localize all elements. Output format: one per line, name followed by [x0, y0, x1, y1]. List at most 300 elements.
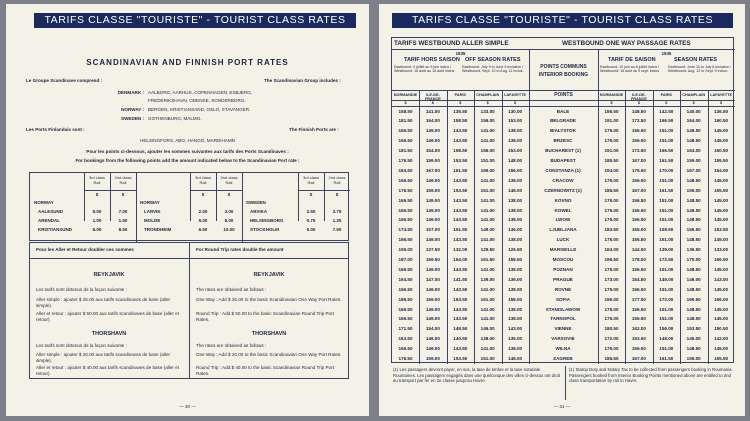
off-season-rate: 153.00: [508, 118, 523, 124]
off-season-rate: 138.00: [508, 138, 523, 144]
season-rate: 145.00: [714, 346, 729, 352]
off-season-rate: 141.00: [480, 197, 495, 203]
off-season-rate: 143.50: [453, 197, 468, 203]
off-season-rate: 149.00: [425, 286, 440, 292]
season-rate: 148.50: [631, 108, 646, 114]
city-name: CONSTANZA (1): [545, 167, 581, 173]
table-row: [392, 206, 735, 216]
off-dates-en: Eastbound: July 9 to June 9 inclusive / Westbound: Sept. 10 to Aug. 11 inclus.: [462, 65, 524, 74]
off-season-rate: 148.50: [453, 326, 468, 332]
off-season-rate: 146.00: [480, 326, 495, 332]
season-rate: 148.50: [686, 138, 701, 144]
season-dates-en: Eastbound: June 10 to July 8 inclusive / Westbound: Aug. 12 to Sept. 9 inclus.: [668, 65, 732, 74]
currency-season: $: [637, 101, 640, 105]
season-rate: 185.50: [604, 158, 619, 163]
season-rate: 140.00: [686, 108, 701, 114]
table-row: [392, 265, 735, 275]
off-season-rate: 143.50: [453, 128, 468, 134]
table-row: [392, 305, 735, 315]
reykjavik-intro-fr: Les tarifs sont obtenus de la façon suivante :: [36, 287, 127, 292]
season-rate: 156.00: [659, 326, 674, 332]
table-row: [392, 147, 735, 157]
points-label: POINTS: [554, 92, 573, 98]
off-season-rate: 166.50: [398, 316, 413, 322]
season-rate: 145.00: [714, 197, 729, 203]
off-season-rate: 149.00: [425, 306, 440, 312]
off-season-rate: 143.50: [453, 177, 468, 183]
points-fr: POINTS COMMUNS: [540, 64, 587, 70]
off-season-rate: 138.00: [508, 286, 523, 292]
off-season-rate: 135.00: [508, 336, 523, 342]
off-season-rate: 143.50: [453, 306, 468, 312]
reykjavik-round-trip-fr: Aller et retour : ajouter $ 50.00 aux tarifs scandinaves de base (aller et retour).: [36, 311, 179, 322]
season-rate: 151.00: [659, 316, 674, 322]
off-season-rate: 149.00: [425, 316, 440, 322]
off-season-rate: 149.00: [425, 177, 440, 183]
off-season-rate: 126.50: [508, 247, 523, 253]
group-country: NORWAY: [34, 200, 54, 205]
season-rate: 148.00: [659, 336, 674, 342]
city-name: BUCHAREST (1): [545, 148, 581, 154]
city-name: BIALYSTOK: [549, 128, 577, 134]
off-season-rate: 181.50: [398, 148, 413, 154]
city-name: TARNOPOL: [550, 316, 576, 322]
season-rate: 161.50: [659, 356, 674, 361]
season-rate: 156.50: [631, 217, 646, 223]
season-rate: 169.50: [686, 296, 701, 302]
season-rate: 142.00: [714, 336, 729, 342]
table-row: [392, 196, 735, 206]
season-rate: 144.50: [631, 247, 646, 253]
season-rate: 148.50: [686, 316, 701, 322]
season-rate: 175.00: [604, 217, 619, 223]
season-rate: 172.50: [631, 118, 646, 124]
off-season-rate: 163.50: [398, 336, 413, 342]
thorshavn-intro-fr: Les tarifs sont obtenus de la façon suivante :: [36, 343, 127, 348]
season-rate: 148.50: [686, 286, 701, 292]
off-season-rate: 166.50: [398, 217, 413, 223]
reykjavik-heading-en: REYKJAVIK: [253, 272, 285, 278]
off-season-rate: 149.00: [425, 346, 440, 352]
season-rate: 175.00: [604, 237, 619, 243]
port-name: HELSINGBORG: [250, 218, 284, 223]
port-supplement-table: [29, 172, 349, 241]
off-season-rate: 153.50: [453, 187, 468, 193]
group-label-fr: Le Groupe Scandinave comprend :: [26, 78, 103, 83]
off-season-rate: 148.00: [508, 187, 523, 193]
season-rate: 145.00: [714, 286, 729, 292]
off-season-rate: 176.50: [398, 356, 413, 361]
off-season-rate: 156.00: [480, 118, 495, 124]
group-label-en: The Scandinavian Group includes :: [264, 78, 341, 83]
off-season-rate: 139.00: [480, 276, 495, 282]
off-season-rate: 166.50: [398, 266, 413, 272]
season-rate: 155.50: [714, 356, 729, 361]
season-rate: 151.00: [659, 266, 674, 272]
currency-off: $: [486, 101, 489, 105]
off-season-rate: 141.00: [480, 316, 495, 322]
ship-header-season: LAFAYETTE: [710, 93, 732, 97]
currency-off: $: [404, 101, 407, 105]
table-row: [392, 226, 735, 236]
season-rate: 148.50: [686, 177, 701, 183]
off-season-rate: 167.00: [425, 167, 440, 173]
city-name: MARSEILLE: [549, 247, 577, 253]
season-rate: 156.50: [631, 306, 646, 312]
season-rate: 175.00: [604, 197, 619, 203]
season-rate: 191.00: [604, 118, 619, 124]
off-season-rate: 149.00: [425, 128, 440, 134]
city-name: BALE: [556, 108, 570, 114]
off-season-rate: 176.50: [398, 158, 413, 163]
class3-header: 3rd class Rail: [302, 175, 319, 185]
season-rate: 151.00: [659, 286, 674, 292]
finland-label-en: The Finnish Ports are :: [289, 127, 339, 132]
off-season-rate: 143.50: [453, 266, 468, 272]
off-season-rate: 146.00: [425, 336, 440, 342]
off-season-rate: 138.00: [508, 217, 523, 223]
right-page: [379, 4, 745, 416]
off-season-rate: 187.00: [398, 257, 413, 262]
port-name: KRISTIANSUND: [38, 227, 73, 232]
class3-header: 3rd class Rail: [88, 175, 105, 185]
city-name: LWOW: [555, 217, 571, 223]
season-rate: 156.50: [631, 346, 646, 352]
reykjavik-one-way-fr: Aller simple : ajouter $ 25.00 aux tarifs scandinaves de base (aller simple).: [36, 297, 171, 308]
season-rate: 170.00: [659, 167, 674, 173]
off-season-rate: 163.50: [453, 296, 468, 302]
season-rate: 151.00: [659, 207, 674, 213]
city-name: MOSCOU: [552, 257, 574, 262]
off-season-rate: 156.00: [480, 148, 495, 154]
currency-season: $: [692, 101, 695, 105]
roundtrip-note-fr: Pour les Aller et Retour doubler ces sommes: [36, 247, 134, 252]
season-rate: 185.50: [604, 187, 619, 193]
ports-norway: BERGEN, KRISTIANSAND, OSLO, STAVANGER.: [148, 107, 251, 112]
season-rate: 148.50: [686, 197, 701, 203]
season-rate: 151.00: [659, 306, 674, 312]
left-page: [6, 4, 369, 416]
season-rate: 194.00: [604, 167, 619, 173]
city-name: BRZESC: [553, 138, 573, 144]
ship-header-off: LAFAYETTE: [504, 93, 526, 97]
off-season-rate: 166.50: [398, 286, 413, 292]
table-row: [392, 107, 735, 117]
season-rate: 143.00: [714, 276, 729, 282]
westbound-rates-table: [391, 37, 734, 363]
season-rate: 151.00: [659, 237, 674, 243]
season-rate: 175.50: [631, 167, 646, 173]
city-name: LJUBLJANA: [549, 227, 577, 233]
season-rate: 175.00: [604, 266, 619, 272]
season-dates-fr: Eastbound: 10 juin au 8 juillet inclus / Westbound: 15 août au 9 sept. inclus: [600, 65, 660, 74]
table-row: [392, 285, 735, 295]
season-rate: 159.50: [659, 227, 674, 233]
table-row: [392, 246, 735, 256]
table-row: [392, 127, 735, 137]
off-season-rate: 138.00: [480, 336, 495, 342]
season-rate: 153.50: [686, 326, 701, 332]
season-rate: 153.50: [631, 336, 646, 342]
off-season-rate: 171.50: [398, 326, 413, 332]
season-rate: 160.50: [714, 118, 729, 124]
season-rate: 145.00: [714, 306, 729, 312]
season-rate: 148.50: [686, 266, 701, 272]
ports-denmark-1: AALBORG, AARHUS, COPENHAGEN, ESBJERG,: [148, 90, 253, 95]
off-season-rate: 138.00: [508, 177, 523, 183]
season-rate: 164.00: [714, 167, 729, 173]
ship-header-season: ILE-DE-FRANCE: [630, 93, 647, 101]
season-rate: 161.50: [659, 187, 674, 193]
table-row: [392, 256, 735, 266]
season-rate: 163.00: [604, 247, 619, 253]
off-season-rate: 151.00: [480, 356, 495, 361]
reykjavik-intro-en: The rates are obtained as follows :: [196, 287, 267, 292]
season-rate: 159.00: [686, 187, 701, 193]
season-rate: 155.50: [714, 158, 729, 163]
ship-header-off: PARIS: [454, 93, 466, 97]
season-rate: 150.50: [714, 326, 729, 332]
off-season-rate: 138.00: [508, 237, 523, 243]
roundtrip-note-en: For Round Trip rates double the amount: [196, 247, 284, 252]
off-title-en: OFF SEASON RATES: [465, 57, 521, 63]
season-title-en: SEASON RATES: [674, 57, 717, 63]
thorshavn-round-trip-fr: Aller et retour : ajouter $ 40.00 aux tarifs scandinaves de base (aller et retour).: [36, 365, 179, 376]
season-rate: 156.50: [631, 197, 646, 203]
off-season-rate: 159.00: [425, 356, 440, 361]
ports-sweden: GOTHENBURG, MALMO.: [148, 116, 202, 121]
season-rate: 175.00: [604, 346, 619, 352]
season-rate: 164.00: [686, 148, 701, 154]
country-norway: NORWAY :: [121, 107, 144, 112]
off-season-rate: 146.00: [508, 227, 523, 233]
city-name: BELGRADE: [550, 118, 576, 124]
city-name: KOVNO: [554, 197, 572, 203]
season-rate: 154.50: [631, 276, 646, 282]
thorshavn-round-trip-en: Round Trip : Add $ 40.00 to the basic Scandinavian Round Trip Port Rates.: [196, 365, 334, 376]
season-rate: 156.50: [631, 286, 646, 292]
off-season-rate: 166.50: [398, 237, 413, 243]
city-name: BUDAPEST: [550, 158, 576, 163]
table-row: [392, 117, 735, 127]
table-row: [392, 355, 735, 365]
city-name: STANISLAWOW: [545, 306, 581, 312]
currency-season: $: [610, 101, 613, 105]
city-name: CZERNOWITZ (1): [544, 187, 582, 193]
season-rate: 145.00: [714, 237, 729, 243]
season-rate: 145.00: [714, 266, 729, 272]
season-rate: 160.50: [714, 148, 729, 154]
off-season-rate: 143.50: [453, 316, 468, 322]
off-season-rate: 166.50: [398, 128, 413, 134]
off-season-rate: 138.00: [508, 207, 523, 213]
season-rate: 148.50: [686, 207, 701, 213]
season-rate: 173.00: [604, 276, 619, 282]
off-title-fr: TARIF HORS SAISON: [404, 57, 460, 63]
season-year: 1935: [661, 51, 672, 56]
off-season-rate: 164.00: [453, 257, 468, 262]
season-rate: 167.00: [631, 356, 646, 361]
city-name: POZNAN: [553, 266, 573, 272]
off-season-rate: 166.50: [398, 207, 413, 213]
thorshavn-intro-en: The rates are obtained as follows :: [196, 343, 267, 348]
table-row: [392, 166, 735, 176]
season-rate: 175.00: [604, 138, 619, 144]
season-rate: 177.50: [631, 296, 646, 302]
off-season-rate: 153.50: [453, 356, 468, 361]
season-rate: 133.00: [714, 247, 729, 253]
off-season-rate: 158.50: [508, 257, 523, 262]
off-season-rate: 186.50: [398, 296, 413, 302]
off-season-rate: 184.50: [398, 167, 413, 173]
port-name: LARVIK: [144, 209, 161, 214]
port-name: MOLDE: [144, 218, 161, 223]
season-rate: 161.50: [659, 158, 674, 163]
season-rate: 146.00: [686, 276, 701, 282]
supplement-group-sweden: 3rd class Rail 2nd class Rail $ $ SWEDEN ARVIKA 2.50 3.75 HELSINGBORG 0.75 1.25 STOCKHOLM 5.00 7.50: [242, 173, 350, 242]
off-season-rate: 169.00: [425, 296, 440, 302]
off-season-rate: 137.50: [425, 247, 440, 253]
country-denmark: DENMARK :: [117, 90, 144, 95]
season-rate: 175.00: [604, 286, 619, 292]
season-rate: 156.50: [631, 128, 646, 134]
season-rate: 151.00: [659, 217, 674, 223]
season-rate: 175.00: [604, 306, 619, 312]
season-rate: 178.00: [631, 257, 646, 262]
off-season-rate: 147.00: [425, 276, 440, 282]
city-name: PRAGUE: [553, 276, 573, 282]
title-en: WESTBOUND ONE WAY PASSAGE RATES: [562, 40, 691, 47]
season-rate: 156.50: [631, 207, 646, 213]
left-banner: TARIFS CLASSE "TOURISTE" - TOURIST CLASS RATES: [34, 13, 356, 28]
off-season-rate: 156.00: [508, 167, 523, 173]
season-rate: 166.50: [604, 108, 619, 114]
season-rate: 145.00: [714, 128, 729, 134]
off-season-rate: 166.50: [398, 177, 413, 183]
season-rate: 142.50: [659, 108, 674, 114]
season-rate: 165.00: [631, 227, 646, 233]
season-rate: 136.50: [686, 247, 701, 253]
off-season-rate: 149.00: [425, 197, 440, 203]
supplement-group-norway-2: 3rd class Rail 2nd class Rail $ $ NORWAY LARVIK 2.00 3.00 MOLDE 5.00 8.00 TRONDHEIM 6.50 10.00: [136, 173, 242, 242]
off-season-rate: 143.50: [453, 207, 468, 213]
table-row: [392, 216, 735, 226]
city-name: SOFIA: [555, 296, 571, 302]
country-sweden: SWEDEN :: [121, 116, 144, 121]
off-season-rate: 141.00: [480, 128, 495, 134]
ship-header-season: NORMANDIE: [599, 93, 624, 97]
reykjavik-heading-fr: REYKJAVIK: [93, 272, 125, 278]
reykjavik-round-trip-en: Round Trip : Add $ 50.00 to the basic Scandinavian Round Trip Port Rates.: [196, 311, 334, 322]
off-season-rate: 129.50: [480, 247, 495, 253]
off-season-rate: 149.00: [425, 217, 440, 223]
off-season-rate: 138.00: [508, 128, 523, 134]
class2-header: 2nd class Rail: [114, 175, 132, 185]
class2-header: 2nd class Rail: [220, 175, 238, 185]
season-rate: 156.50: [631, 237, 646, 243]
thorshavn-heading-fr: THORSHAVN: [91, 331, 127, 337]
currency-season: $: [720, 101, 723, 105]
season-rate: 149.00: [659, 276, 674, 282]
off-dates-fr: Eastbound: 9 juillet au 9 juin inclus / Westbound: 18 août au 15 août inclus: [394, 65, 455, 74]
season-rate: 148.50: [686, 237, 701, 243]
ship-header-season: PARIS: [660, 93, 672, 97]
off-season-rate: 161.00: [480, 296, 495, 302]
season-rate: 167.00: [631, 187, 646, 193]
off-season-rate: 138.00: [508, 197, 523, 203]
off-season-rate: 143.00: [508, 326, 523, 332]
season-rate: 145.00: [714, 217, 729, 223]
right-banner: TARIFS CLASSE "TOURISTE" - TOURIST CLASS RATES: [392, 13, 733, 28]
off-season-rate: 143.50: [453, 237, 468, 243]
off-season-rate: 143.50: [453, 286, 468, 292]
port-name: ARENDAL: [38, 218, 60, 223]
season-rate: 183.50: [604, 227, 619, 233]
season-rate: 172.00: [659, 296, 674, 302]
off-season-rate: 138.00: [508, 306, 523, 312]
off-season-rate: 151.00: [480, 158, 495, 163]
off-season-rate: 151.00: [480, 187, 495, 193]
off-season-rate: 176.50: [398, 187, 413, 193]
off-season-rate: 149.00: [425, 138, 440, 144]
city-name: WILNA: [555, 346, 571, 352]
season-rate: 145.00: [714, 316, 729, 322]
city-name: VARSOVIE: [551, 336, 575, 342]
port-name: ARVIKA: [250, 209, 268, 214]
off-season-rate: 166.50: [398, 346, 413, 352]
currency-off: $: [459, 101, 462, 105]
off-season-rate: 138.00: [508, 346, 523, 352]
season-rate: 172.50: [659, 257, 674, 262]
city-name: VIENNE: [554, 326, 572, 332]
off-season-rate: 155.00: [398, 247, 413, 253]
off-season-rate: 141.00: [480, 217, 495, 223]
off-season-rate: 149.00: [425, 237, 440, 243]
class3-header: 3rd class Rail: [194, 175, 211, 185]
season-rate: 175.00: [604, 177, 619, 183]
off-season-rate: 141.00: [480, 138, 495, 144]
ship-header-off: ILE-DE-FRANCE: [424, 93, 441, 101]
season-rate: 164.00: [686, 118, 701, 124]
table-row: [392, 345, 735, 355]
off-season-rate: 148.00: [508, 158, 523, 163]
season-rate: 156.50: [686, 227, 701, 233]
off-season-rate: 148.00: [508, 356, 523, 361]
off-season-rate: 141.00: [480, 177, 495, 183]
off-season-rate: 159.00: [480, 167, 495, 173]
title-fr: TARIFS WESTBOUND ALLER SIMPLE: [394, 40, 509, 47]
off-season-rate: 149.00: [425, 207, 440, 213]
off-season-rate: 157.00: [425, 227, 440, 233]
off-season-rate: 153.00: [508, 148, 523, 154]
off-season-rate: 138.00: [508, 266, 523, 272]
season-rate: 139.00: [659, 247, 674, 253]
season-rate: 145.00: [714, 177, 729, 183]
season-rate: 166.50: [659, 118, 674, 124]
page-number: — 31 —: [553, 404, 571, 409]
off-season-rate: 133.00: [480, 108, 495, 114]
season-rate: 145.00: [714, 207, 729, 213]
season-rate: 156.50: [631, 316, 646, 322]
season-rate: 148.50: [686, 306, 701, 312]
off-season-rate: 143.50: [453, 138, 468, 144]
season-rate: 175.00: [604, 316, 619, 322]
off-season-rate: 135.50: [453, 108, 468, 114]
season-rate: 156.50: [631, 177, 646, 183]
class2-header: 2nd class Rail: [328, 175, 346, 185]
season-rate: 136.50: [714, 108, 729, 114]
off-season-rate: 174.50: [398, 227, 413, 233]
